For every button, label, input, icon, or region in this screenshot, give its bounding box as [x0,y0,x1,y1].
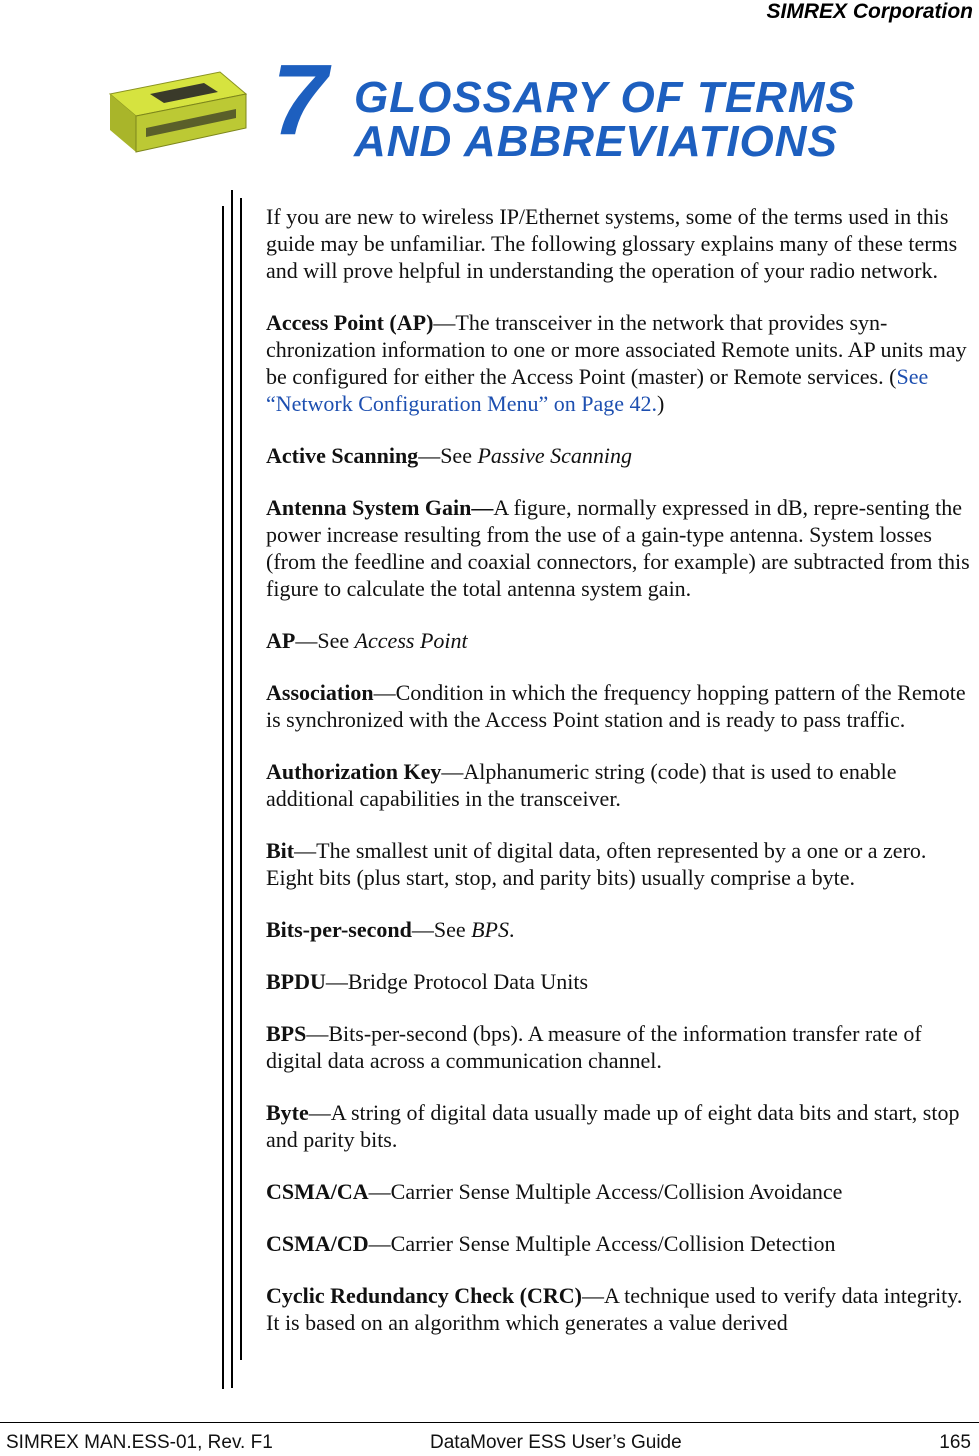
change-bar-3 [240,198,242,1360]
page-number: 165 [939,1432,971,1453]
glossary-term: Authorization Key [266,759,442,784]
glossary-term: CSMA/CA [266,1179,369,1204]
cross-reference: Access Point [354,628,468,653]
chapter-title-line1: GLOSSARY OF TERMS [354,73,856,122]
glossary-definition: See [440,443,478,468]
glossary-term: Access Point (AP) [266,310,434,335]
term-separator: — [418,443,441,468]
device-image [100,64,250,160]
term-separator: — [325,969,348,994]
glossary-term: Active Scanning [266,443,419,468]
glossary-entry [266,1230,978,1257]
trailing-text: ) [657,391,665,416]
glossary-entry [266,1020,978,1074]
glossary-definition: See [317,628,355,653]
cross-reference: Passive Scanning [477,443,633,468]
glossary-entry [266,1099,978,1153]
glossary-entry [266,837,978,891]
glossary-term: AP [266,628,296,653]
header-company: SIMREX Corporation [766,0,973,23]
glossary-term: Byte [266,1100,309,1125]
glossary-entry [266,1282,978,1336]
term-separator: — [411,917,434,942]
glossary-term: BPDU [266,969,326,994]
term-separator: — [294,838,317,863]
change-bar-1 [222,206,224,1389]
glossary-entry [266,309,978,417]
glossary-definition: The transceiver in the network that provides syn-chronization information to one or more associated Remote units. AP units may be configured for either the Access Point (master) or Remote services. ( [266,310,967,389]
glossary-entry [266,968,978,995]
chapter-number: 7 [272,44,328,156]
glossary-term: Bits-per-second [266,917,412,942]
glossary-term: Antenna System Gain— [266,495,494,520]
glossary-entry [266,1178,978,1205]
intro-paragraph: If you are new to wireless IP/Ethernet systems, some of the terms used in this guide may be unfamiliar. The following glossary explains many of these terms and will prove helpful in understanding the operation of your radio network. [266,204,958,283]
glossary-entry [266,627,978,654]
term-separator: — [368,1231,391,1256]
glossary-term: Association [266,680,374,705]
glossary-entry [266,494,978,602]
term-separator: — [295,628,318,653]
footer-doc-id: SIMREX MAN.ESS-01, Rev. F1 [6,1432,273,1453]
glossary-definition: Condition in which the frequency hopping pattern of the Remote is synchronized with the Access Point station and is ready to pass traffic. [266,680,966,732]
glossary-definition: A string of digital data usually made up of eight data bits and start, stop and parity bits. [266,1100,960,1152]
term-separator: — [581,1283,604,1308]
glossary-definition: Bridge Protocol Data Units [347,969,589,994]
chapter-title [354,73,856,166]
footer-title: DataMover ESS User’s Guide [430,1432,682,1453]
glossary-definition: Bits-per-second (bps). A measure of the information transfer rate of digital data across a communication channel. [266,1021,922,1073]
term-separator: — [368,1179,391,1204]
glossary-definition: A technique used to verify data integrity. It is based on an algorithm which generates a value derived [266,1283,963,1335]
term-separator: — [306,1021,329,1046]
glossary-term: Bit [266,838,295,863]
footer-rule [0,1422,979,1423]
cross-reference: BPS [471,917,509,942]
term-separator: — [441,759,464,784]
term-separator: — [373,680,396,705]
glossary-term: Cyclic Redundancy Check (CRC) [266,1283,582,1308]
glossary-entry [266,916,978,943]
glossary-term: CSMA/CD [266,1231,369,1256]
glossary-definition: A figure, normally expressed in dB, repre-senting the power increase resulting from the use of a gain-type antenna. System losses (from the feedline and coaxial connectors, for example) are subtracted from this figure to calculate the total antenna system gain. [266,495,970,601]
change-bar-2 [231,190,233,1388]
chapter-title-line2: AND ABBREVIATIONS [354,117,838,166]
glossary-definition: The smallest unit of digital data, often represented by a one or a zero. Eight bits (plus start, stop, and parity bits) usually comprise a byte. [266,838,927,890]
trailing-text: . [509,917,515,942]
term-separator: — [433,310,456,335]
glossary-entry [266,679,978,733]
glossary-definition: Carrier Sense Multiple Access/Collision Detection [390,1231,836,1256]
glossary-entry [266,442,978,469]
glossary-definition: See [433,917,472,942]
page-link[interactable]: See “Network Configuration Menu” on Page 42. [266,364,929,416]
glossary-definition: Carrier Sense Multiple Access/Collision Avoidance [390,1179,843,1204]
glossary-term: BPS [266,1021,307,1046]
glossary-content [266,203,978,1361]
term-separator: — [308,1100,331,1125]
glossary-definition: Alphanumeric string (code) that is used to enable additional capabilities in the transceiver. [266,759,897,811]
glossary-entry [266,758,978,812]
glossary-entries [266,309,978,1336]
